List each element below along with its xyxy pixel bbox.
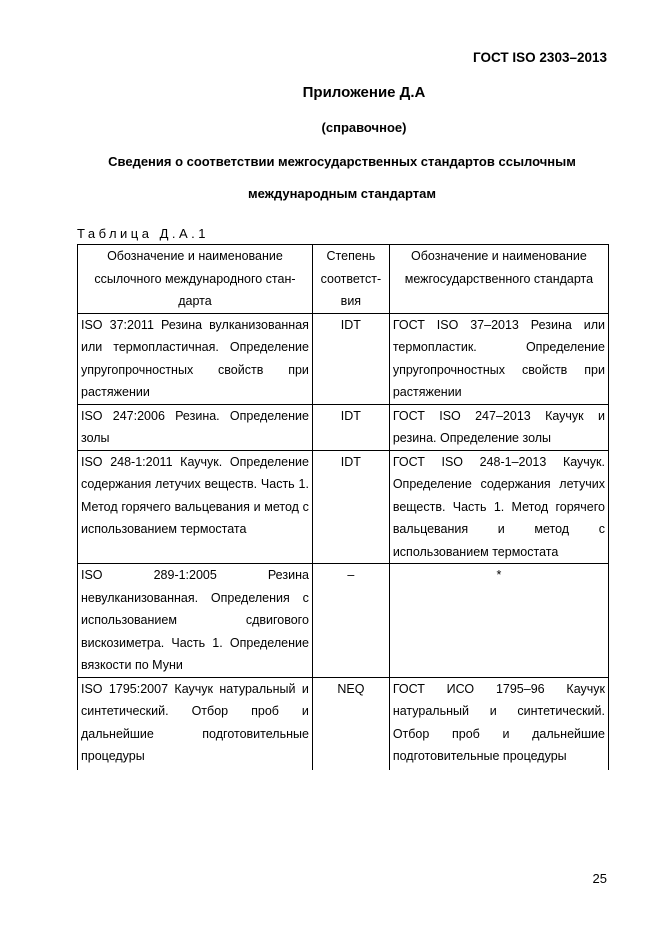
column-header-international: Обозначение и наименование ссылочного международного стан-дарта <box>78 245 313 314</box>
table-header-row <box>78 245 609 314</box>
correspondence-table <box>77 244 609 770</box>
annex-title: Приложение Д.А <box>302 84 426 101</box>
page-number: 25 <box>592 871 607 886</box>
table-row <box>78 404 609 450</box>
cell-interstate: ГОСТ ИСО 1795–96 Каучук натуральный и синтетический. Отбор проб и дальнейшие подготовительные процедуры <box>389 677 608 770</box>
table-row <box>78 313 609 404</box>
cell-international: ISO 248-1:2011 Каучук. Определение содержания летучих веществ. Часть 1. Метод горячего вальцевания и метод с использованием термостата <box>78 450 313 564</box>
table-row <box>78 564 609 678</box>
cell-degree: IDT <box>312 450 389 564</box>
cell-interstate: * <box>389 564 608 678</box>
cell-degree: – <box>312 564 389 678</box>
cell-interstate: ГОСТ ISO 37–2013 Резина или термопластик. Определение упругопрочностных свойств при растяжении <box>389 313 608 404</box>
column-header-degree: Степень соответст-вия <box>312 245 389 314</box>
cell-international: ISO 289-1:2005 Резина невулканизованная. Определения с использованием сдвигового вискозиметра. Часть 1. Определение вязкости по Муни <box>78 564 313 678</box>
column-header-interstate: Обозначение и наименование межгосударственного стандарта <box>389 245 608 314</box>
table-row <box>78 677 609 770</box>
cell-interstate: ГОСТ ISO 248-1–2013 Каучук. Определение содержания летучих веществ. Часть 1. Метод горячего вальцевания и метод с использованием термостата <box>389 450 608 564</box>
table-label: Таблица Д.А.1 <box>77 226 210 241</box>
cell-international: ISO 247:2006 Резина. Определение золы <box>78 404 313 450</box>
annex-heading: Сведения о соответствии межгосударственных стандартов ссылочным международным стандартам <box>108 154 576 201</box>
standard-code: ГОСТ ISO 2303–2013 <box>473 50 607 65</box>
cell-international: ISO 1795:2007 Каучук натуральный и синтетический. Отбор проб и дальнейшие подготовительные процедуры <box>78 677 313 770</box>
cell-interstate: ГОСТ ISO 247–2013 Каучук и резина. Определение золы <box>389 404 608 450</box>
cell-international: ISO 37:2011 Резина вулканизованная или термопластичная. Определение упругопрочностных свойств при растяжении <box>78 313 313 404</box>
table-row <box>78 450 609 564</box>
cell-degree: IDT <box>312 404 389 450</box>
cell-degree: IDT <box>312 313 389 404</box>
annex-subtitle: (справочное) <box>321 120 407 135</box>
cell-degree: NEQ <box>312 677 389 770</box>
